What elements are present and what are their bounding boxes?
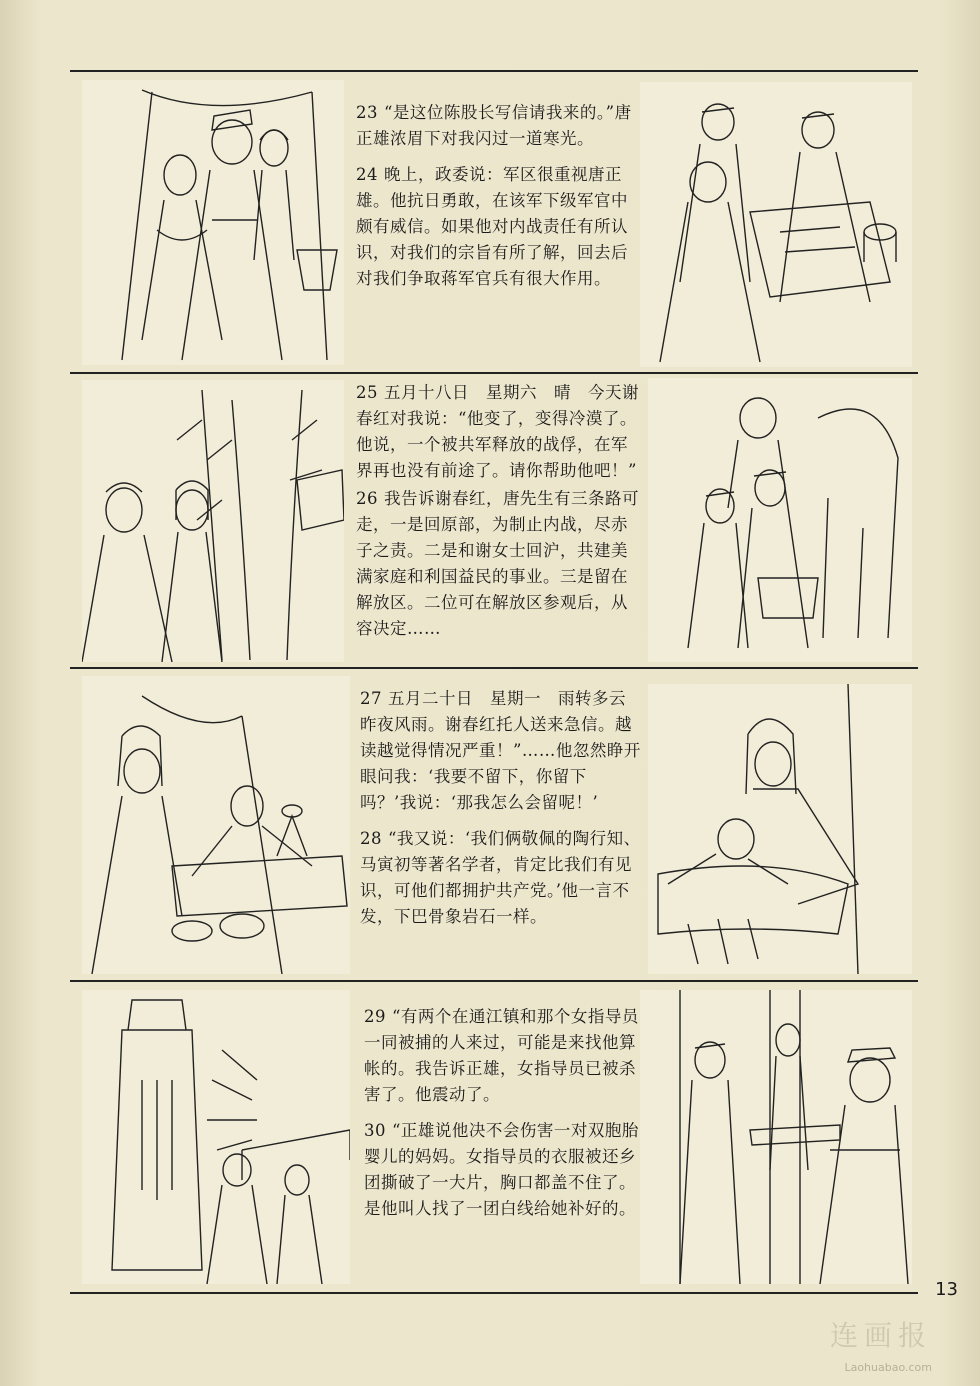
- panel-caption: “正雄说他决不会伤害一对双胞胎婴儿的妈妈。女指导员的衣服被还乡团撕破了一大片，胸口都盖不住了。是他叫人找了一团白线给她补好的。: [364, 1121, 639, 1218]
- panel-number: 26: [356, 489, 378, 508]
- panel-divider: [70, 70, 918, 72]
- panel-number: 25: [356, 383, 378, 402]
- illustration-officers-and-woman: [82, 80, 344, 365]
- panel-divider: [70, 372, 918, 374]
- panel-number: 23: [356, 103, 378, 122]
- panel-text-block: [364, 1004, 642, 1222]
- illustration-man-in-bed: [648, 684, 912, 974]
- illustration-soldiers-at-map-table: [640, 82, 912, 367]
- panel-caption: “我又说：‘我们俩敬佩的陶行知、马寅初等著名学者，肯定比我们有见识，可他们都拥护共产党。’他一言不发，下巴骨象岩石一样。: [360, 829, 641, 926]
- illustration-woman-at-bedside: [82, 676, 350, 974]
- panel-number: 24: [356, 165, 378, 184]
- panel-number: 28: [360, 829, 382, 848]
- watermark-logo: 连画报: [829, 1319, 932, 1352]
- panel-divider: [70, 1292, 918, 1294]
- panel-text-block: [356, 100, 636, 292]
- panel-caption: 我告诉谢春红，唐先生有三条路可走，一是回原部，为制止内战，尽赤子之责。二是和谢女士回沪，共建美满家庭和利国益民的事业。三是留在解放区。二位可在解放区参观后，从容决定……: [356, 489, 639, 638]
- illustration-monument-and-soldiers: [82, 990, 350, 1284]
- panel-caption: 晚上，政委说：军区很重视唐正雄。他抗日勇敢，在该军下级军官中颇有威信。如果他对内战责任有所认识，对我们的宗旨有所了解，回去后对我们争取蒋军官兵有很大作用。: [356, 165, 628, 288]
- watermark-url: Laohuabao.com: [844, 1361, 932, 1374]
- illustration-soldiers-and-horse: [648, 378, 912, 662]
- panel-caption: “是这位陈股长写信请我来的。”唐正雄浓眉下对我闪过一道寒光。: [356, 103, 632, 148]
- page-number: 13: [935, 1279, 958, 1300]
- panel-caption: 五月二十日 星期一 雨转多云 昨夜风雨。谢春红托人送来急信。越读越觉得情况严重！”……他忽然睁开眼问我：‘我要不留下，你留下吗？’我说：‘那我怎么会留呢！’: [360, 689, 643, 812]
- panel-divider: [70, 667, 918, 669]
- illustration-couple-with-bamboo: [82, 380, 344, 662]
- illustration-officers-in-doorway: [640, 990, 912, 1284]
- panel-number: 27: [360, 689, 382, 708]
- panel-divider: [70, 980, 918, 982]
- panel-text-block: [360, 686, 642, 930]
- panel-text-block: [356, 380, 640, 642]
- panel-number: 29: [364, 1007, 386, 1026]
- panel-number: 30: [364, 1121, 386, 1140]
- panel-caption: “有两个在通江镇和那个女指导员一同被捕的人来过，可能是来找他算帐的。我告诉正雄，女指导员已被杀害了。他震动了。: [364, 1007, 639, 1104]
- panel-caption: 五月十八日 星期六 晴 今天谢春红对我说：“他变了，变得冷漠了。他说，一个被共军释放的战俘，在军界再也没有前途了。请你帮助他吧！”: [356, 383, 639, 480]
